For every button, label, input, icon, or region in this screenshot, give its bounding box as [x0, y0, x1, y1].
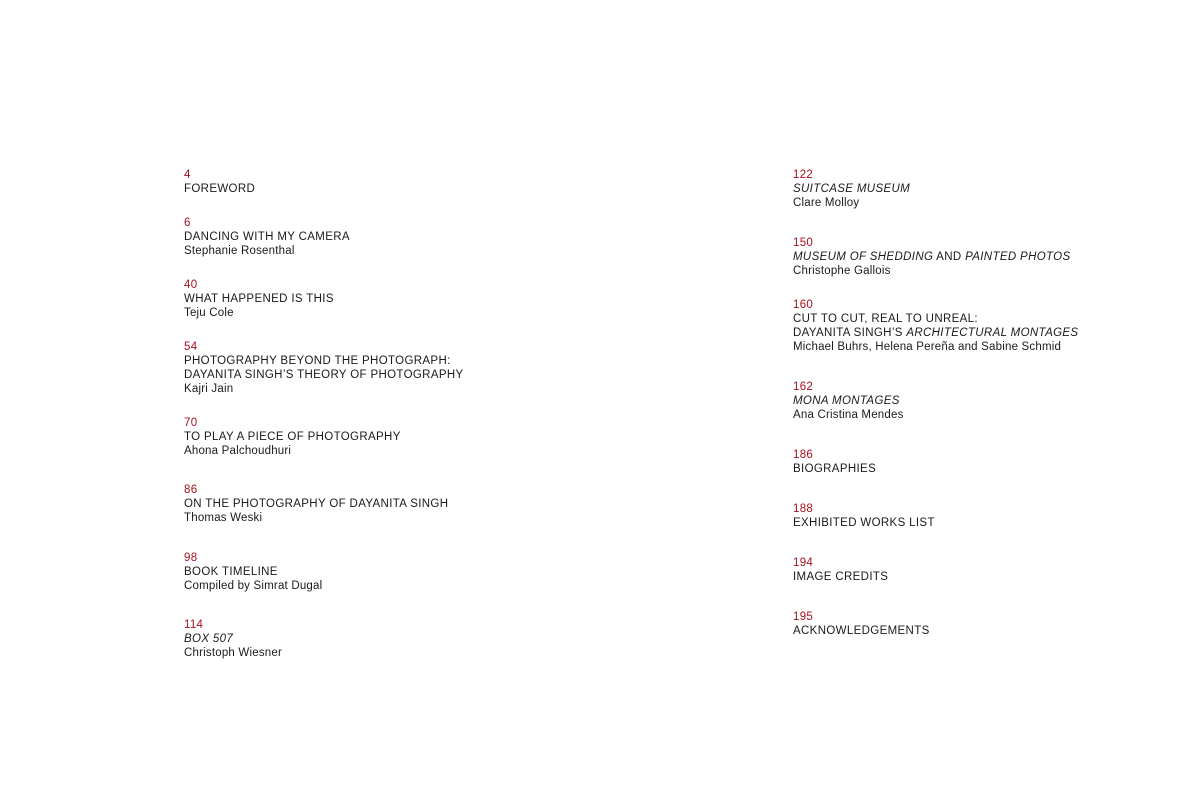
- toc-entry-museum-of-shedding[interactable]: [793, 236, 1153, 278]
- toc-entry-mona-montages[interactable]: [793, 380, 1153, 422]
- entry-author: Christoph Wiesner: [184, 647, 282, 659]
- entry-title: DANCING WITH MY CAMERA: [184, 231, 350, 243]
- entry-title: MONA MONTAGES: [793, 395, 900, 407]
- entry-title: IMAGE CREDITS: [793, 571, 889, 583]
- page-number: 195: [793, 611, 814, 623]
- page-number: 186: [793, 449, 814, 461]
- toc-entry-suitcase-museum[interactable]: [793, 168, 1153, 210]
- page-number: 188: [793, 503, 814, 515]
- toc-entry-dancing[interactable]: [184, 216, 564, 258]
- toc-entry-what-happened[interactable]: [184, 278, 564, 320]
- page-number: 150: [793, 237, 814, 249]
- toc-entry-to-play[interactable]: [184, 416, 564, 458]
- entry-title-part-3: PAINTED PHOTOS: [965, 251, 1071, 263]
- toc-entry-biographies[interactable]: [793, 448, 1153, 476]
- entry-author: Kajri Jain: [184, 383, 234, 395]
- page-number: 114: [184, 619, 204, 631]
- entry-author: Thomas Weski: [184, 512, 263, 524]
- entry-title-line-1: PHOTOGRAPHY BEYOND THE PHOTOGRAPH:: [184, 355, 451, 367]
- page-number: 98: [184, 552, 198, 564]
- entry-title: BIOGRAPHIES: [793, 463, 877, 475]
- entry-title: WHAT HAPPENED IS THIS: [184, 293, 334, 305]
- entry-title-line-2-part-2: ARCHITECTURAL MONTAGES: [906, 327, 1079, 339]
- entry-author: Michael Buhrs, Helena Pereña and Sabine Schmid: [793, 341, 1062, 353]
- entry-title: [793, 250, 1153, 264]
- toc-entry-acknowledgements[interactable]: [793, 610, 1153, 638]
- toc-entry-image-credits[interactable]: [793, 556, 1153, 584]
- entry-author: Teju Cole: [184, 307, 234, 319]
- entry-author: Christophe Gallois: [793, 265, 891, 277]
- entry-title-line-1: CUT TO CUT, REAL TO UNREAL:: [793, 313, 978, 325]
- toc-entry-box-507[interactable]: [184, 618, 564, 660]
- page-number: 122: [793, 169, 814, 181]
- page-number: 86: [184, 484, 198, 496]
- entry-title: ACKNOWLEDGEMENTS: [793, 625, 930, 637]
- entry-title-part-2: AND: [933, 251, 966, 263]
- entry-title: BOX 507: [184, 633, 234, 645]
- page-number: 6: [184, 217, 191, 229]
- entry-title: SUITCASE MUSEUM: [793, 183, 911, 195]
- entry-title: FOREWORD: [184, 183, 256, 195]
- entry-author: Compiled by Simrat Dugal: [184, 580, 323, 592]
- page-number: 194: [793, 557, 814, 569]
- entry-title-line-2: DAYANITA SINGH’S THEORY OF PHOTOGRAPHY: [184, 369, 464, 381]
- entry-author: Stephanie Rosenthal: [184, 245, 295, 257]
- entry-title-line-2: [793, 326, 1153, 340]
- toc-entry-cut-to-cut[interactable]: [793, 298, 1153, 354]
- entry-title: BOOK TIMELINE: [184, 566, 278, 578]
- entry-title-line-2-part-1: DAYANITA SINGH’S: [793, 327, 907, 339]
- page-number: 4: [184, 169, 191, 181]
- entry-title: EXHIBITED WORKS LIST: [793, 517, 935, 529]
- toc-entry-on-the-photography[interactable]: [184, 483, 564, 525]
- page-number: 160: [793, 299, 814, 311]
- entry-author: Ahona Palchoudhuri: [184, 445, 292, 457]
- entry-title: ON THE PHOTOGRAPHY OF DAYANITA SINGH: [184, 498, 449, 510]
- entry-title-part-1: MUSEUM OF SHEDDING: [793, 251, 934, 263]
- page-number: 70: [184, 417, 198, 429]
- entry-title: TO PLAY A PIECE OF PHOTOGRAPHY: [184, 431, 401, 443]
- page-number: 162: [793, 381, 814, 393]
- toc-entry-foreword[interactable]: [184, 168, 564, 196]
- entry-author: Clare Molloy: [793, 197, 860, 209]
- toc-entry-book-timeline[interactable]: [184, 551, 564, 593]
- toc-entry-photography-beyond[interactable]: [184, 340, 564, 396]
- page-number: 54: [184, 341, 198, 353]
- toc-entry-exhibited-works[interactable]: [793, 502, 1153, 530]
- entry-author: Ana Cristina Mendes: [793, 409, 904, 421]
- page-number: 40: [184, 279, 198, 291]
